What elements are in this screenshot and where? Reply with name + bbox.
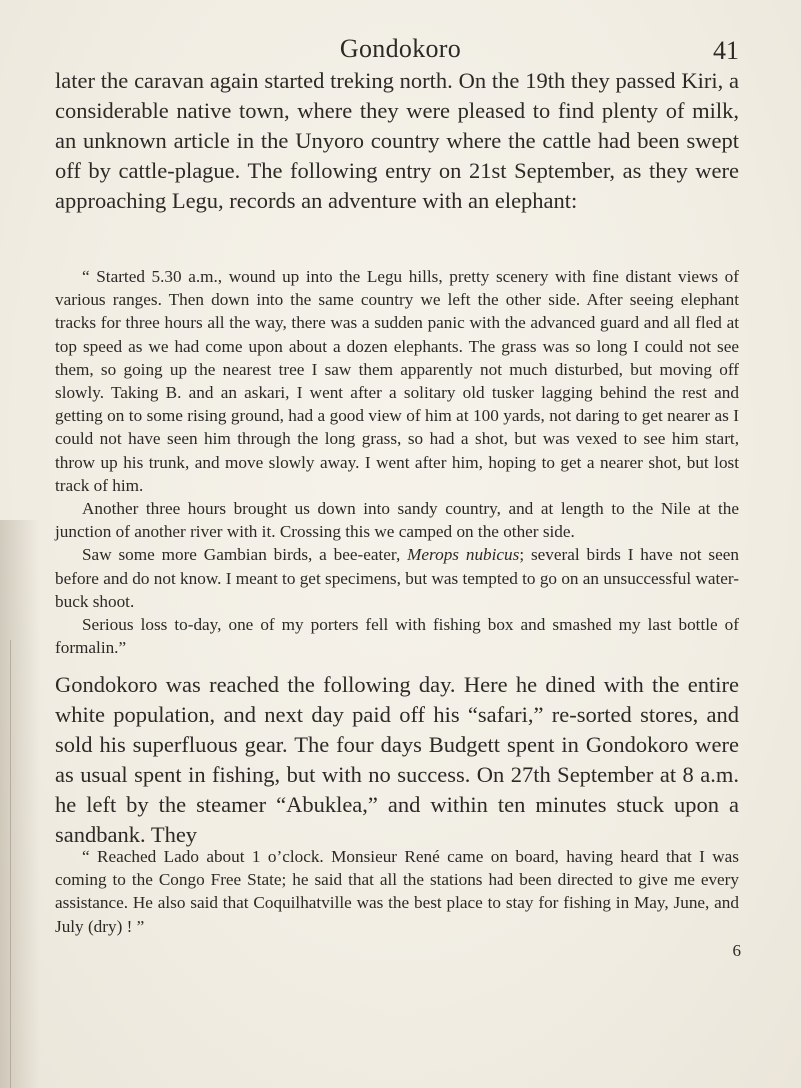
paragraph-1-text: later the caravan again started treking north. On the 19th they passed Kiri, a considerable native town, where they were pleased to find plenty of milk, an unknown article in the Unyoro country where the cattle had been swept off by cattle-plague. The following entry on 21st September, as they were approaching Legu, records an adventure with an elephant: [55,68,739,213]
signature-mark: 6 [732,941,741,960]
page-edge-line [10,640,11,1088]
running-head: Gondokoro [339,34,462,63]
paragraph-2-text: Gondokoro was reached the following day. Here he dined with the entire white population, and next day paid off his “safari,” re-sorted stores, and sold his superfluous gear. The four days Budgett spent in Gondokoro were as usual spent in fishing, but with no success. On 27th September at 8 a.m. he left by the steamer “Abuklea,” and within ten minutes stuck upon a sandbank. They [55,672,739,847]
paragraph-1 [55,66,739,216]
quote-1-para-c [55,543,739,613]
quote-1-para-a: “ Started 5.30 a.m., wound up into the Legu hills, pretty scenery with fine distant views of various ranges. Then down into the same country we left the other side. After seeing elephant tracks for three hours all the way, there was a sudden panic with the advanced guard and all fled at top speed as we had come upon about a dozen elephants. The grass was so long I could not see them, so going up the nearest tree I saw them apparently not much disturbed, but moving off slowly. Taking B. and an askari, I went after a solitary old tusker lagging behind the rest and getting on to some rising ground, had a good view of him at 100 yards, not daring to get nearer as I could not have seen him through the long grass, so had a shot, but was vexed to see him start, throw up his trunk, and move slowly away. I went after him, hoping to get a nearer shot, but lost track of him. [55,267,739,495]
page-number: 41 [713,36,739,65]
quote-1-para-d: Serious loss to-day, one of my porters fell with fishing box and smashed my last bottle of formalin.” [55,615,739,658]
quote-2-text: “ Reached Lado about 1 o’clock. Monsieur René came on board, having heard that I was coming to the Congo Free State; he said that all the stations had been directed to give me every assistance. He also said that Coquilhatville was the best place to stay for fishing in May, June, and July (dry) ! ” [55,847,739,936]
page-edge-shadow [0,520,40,1088]
diary-quote-1 [55,265,739,659]
quote-1-para-c-before: Saw some more Gambian birds, a bee-eater, [82,545,408,565]
paragraph-2 [55,670,739,850]
quote-1-para-b: Another three hours brought us down into sandy country, and at length to the Nile at the junction of another river with it. Crossing this we camped on the other side. [55,499,739,542]
diary-quote-2 [55,845,739,938]
species-name: Merops nubicus [407,545,520,565]
page-header [0,30,801,70]
quote-1-para-c-after: ; several birds I have not seen before and do not know. I meant to get specimens, but was tempted to go on an unsuccessful water-buck shoot. [55,545,739,611]
